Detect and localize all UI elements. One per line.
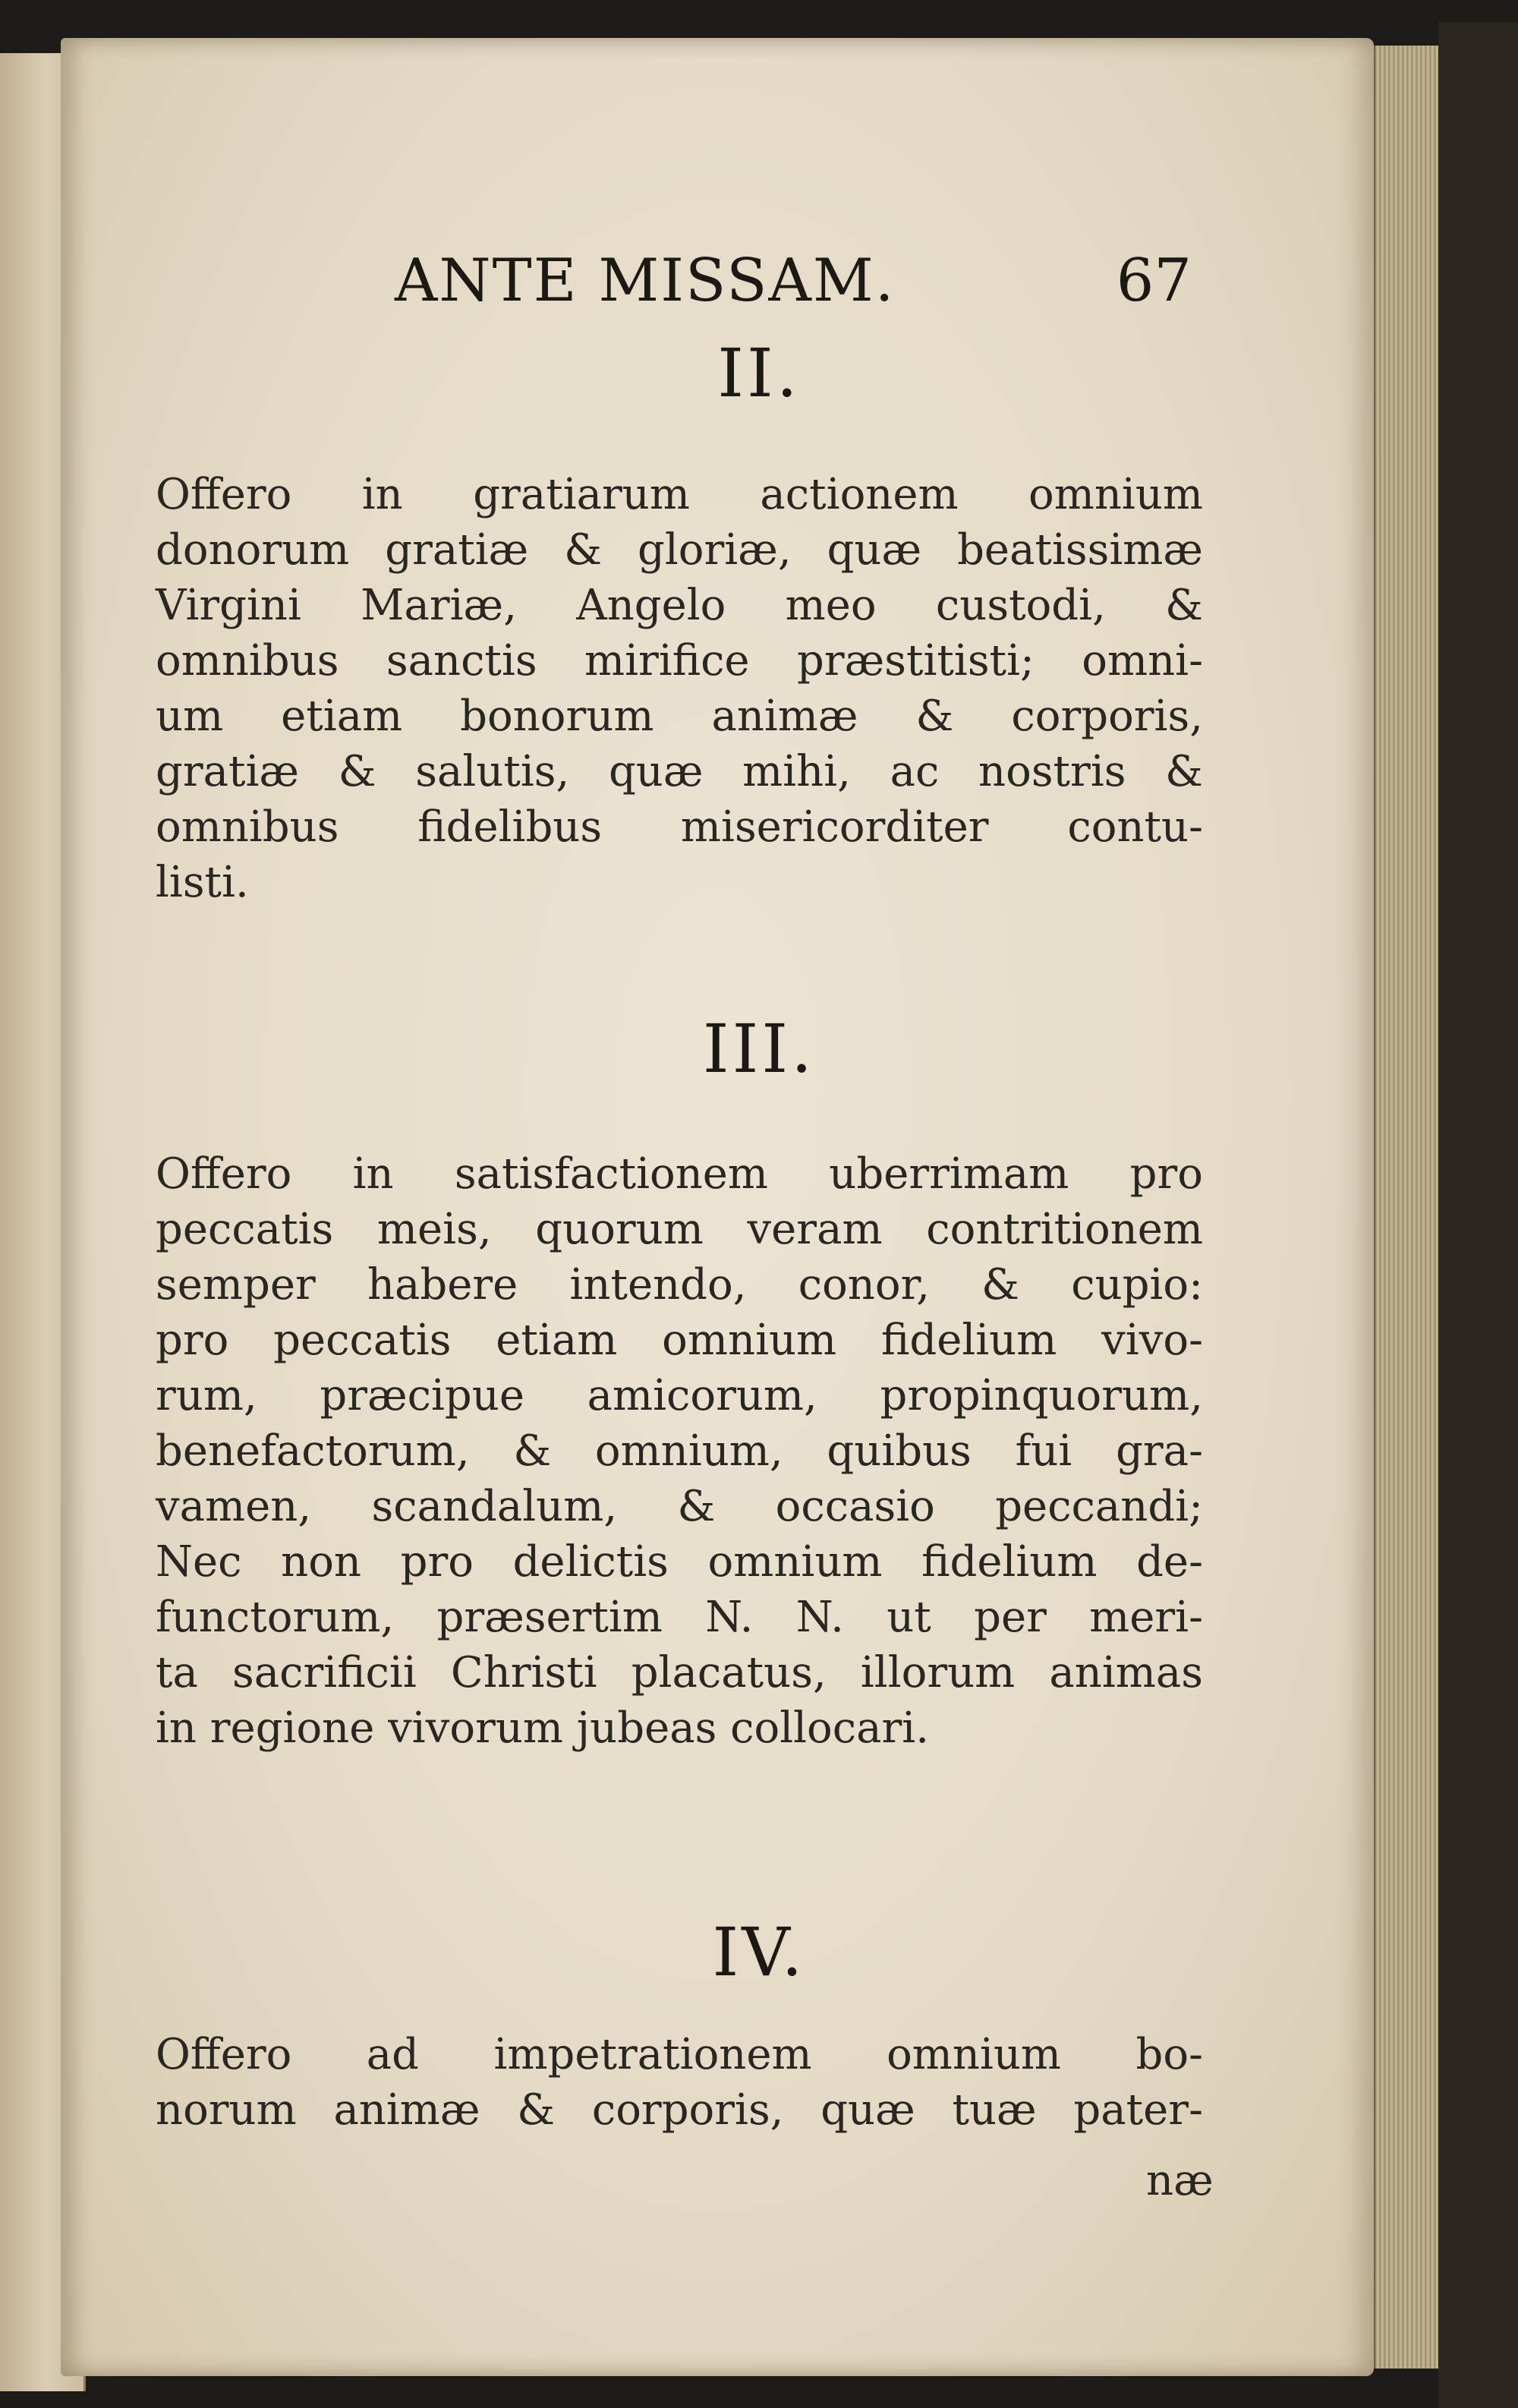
text-line: norum animæ & corporis, quæ tuæ pater-: [156, 2085, 1203, 2135]
text-line: omnibus sanctis mirifice præstitisti; omni-: [156, 636, 1203, 686]
text-line: gratiæ & salutis, quæ mihi, ac nostris &: [156, 747, 1203, 796]
running-title: ANTE MISSAM.: [395, 247, 896, 315]
text-line: rum, præcipue amicorum, propinquorum,: [156, 1371, 1203, 1420]
text-line: functorum, præsertim N. N. ut per meri-: [156, 1593, 1203, 1642]
text-line: pro peccatis etiam omnium fidelium vivo-: [156, 1316, 1203, 1365]
paragraph-ii: [156, 467, 1203, 910]
paragraph-iii: [156, 1146, 1203, 1756]
text-line: Virgini Mariæ, Angelo meo custodi, &: [156, 581, 1203, 630]
page-number: 67: [1116, 247, 1192, 315]
text-line: Offero in satisfactionem uberrimam pro: [156, 1149, 1203, 1199]
text-line: um etiam bonorum animæ & corporis,: [156, 692, 1203, 741]
section-heading-iv: IV.: [712, 1913, 806, 1991]
text-line: omnibus fidelibus misericorditer contu-: [156, 802, 1203, 852]
text-line: vamen, scandalum, & occasio peccandi;: [156, 1482, 1203, 1531]
text-line: Offero in gratiarum actionem omnium: [156, 470, 1203, 519]
text-line: listi.: [156, 858, 249, 907]
section-heading-ii: II.: [717, 334, 801, 412]
text-line: in regione vivorum jubeas collocari.: [156, 1704, 929, 1753]
section-heading-iii: III.: [702, 1010, 816, 1088]
text-line: donorum gratiæ & gloriæ, quæ beatissimæ: [156, 525, 1203, 575]
text-line: ta sacrificii Christi placatus, illorum animas: [156, 1648, 1203, 1697]
paragraph-iv: [156, 2027, 1203, 2138]
catchword: næ: [1146, 2156, 1214, 2205]
text-line: Nec non pro delictis omnium fidelium de-: [156, 1537, 1203, 1587]
text-line: peccatis meis, quorum veram contritionem: [156, 1205, 1203, 1254]
text-line: benefactorum, & omnium, quibus fui gra-: [156, 1426, 1203, 1476]
running-head: [395, 247, 1192, 315]
text-line: semper habere intendo, conor, & cupio:: [156, 1260, 1203, 1310]
text-line: Offero ad impetrationem omnium bo-: [156, 2030, 1203, 2079]
